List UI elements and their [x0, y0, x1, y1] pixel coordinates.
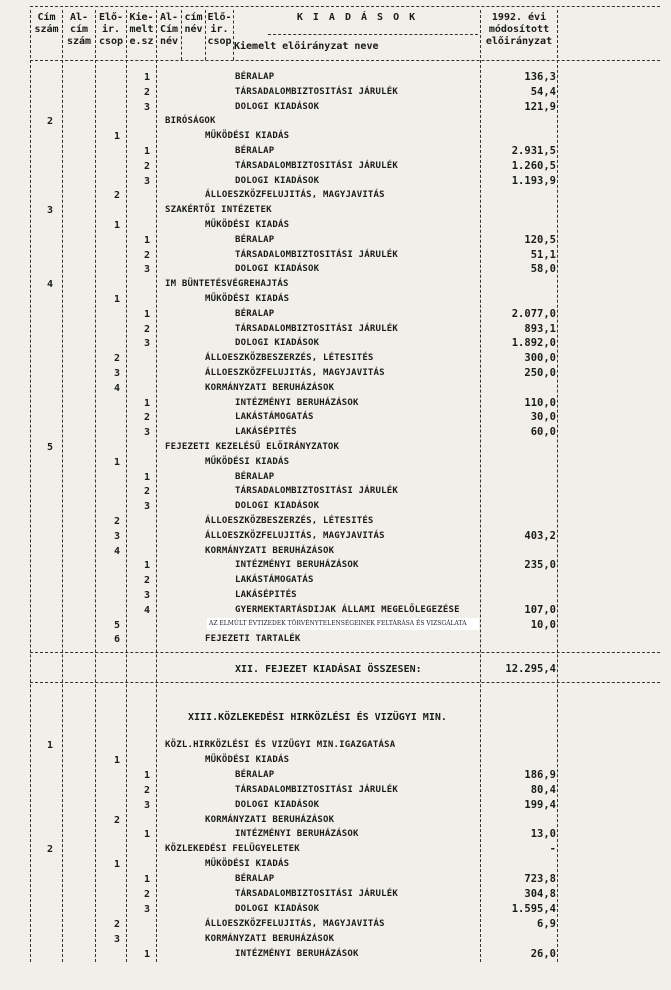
eloir-number: 4 [113, 382, 121, 394]
cim-number: 1 [46, 740, 54, 751]
kiemelt-number: 3 [143, 799, 151, 811]
kiemelt-number: 3 [143, 101, 151, 113]
table-row [0, 470, 671, 485]
table-row [0, 632, 671, 647]
eloir-number: 2 [113, 516, 121, 527]
table-row [0, 85, 671, 100]
table-row [0, 827, 671, 842]
item-name: BIRÓSÁGOK [165, 116, 216, 127]
item-name: ÁLLOESZKÖZBESZERZÉS, LÉTESITÉS [205, 516, 374, 526]
item-name: TÁRSADALOMBIZTOSITÁSI JÁRULÉK [235, 323, 398, 334]
item-value: 110,0 [524, 396, 556, 409]
item-name: LAKÁSÉPITÉS [235, 427, 297, 438]
table-row [0, 277, 671, 292]
item-name: TÁRSADALOMBIZTOSITÁSI JÁRULÉK [235, 486, 398, 497]
kiemelt-number: 3 [143, 590, 151, 601]
header-bottom-rule [30, 60, 660, 61]
item-name: MŰKÖDÉSI KIADÁS [205, 294, 290, 304]
item-name: DOLOGI KIADÁSOK [235, 264, 320, 275]
item-value: 893,1 [524, 322, 556, 335]
eloir-number: 3 [113, 368, 121, 379]
cim-number: 4 [46, 279, 54, 291]
table-row [0, 947, 671, 962]
item-name: DOLOGI KIADÁSOK [235, 501, 320, 512]
table-row [0, 144, 671, 159]
header-eloir2: Elő- ir. csop [207, 12, 232, 47]
kiemelt-number: 2 [143, 486, 151, 498]
item-name: TÁRSADALOMBIZTOSITÁSI JÁRULÉK [235, 784, 398, 795]
table-row [0, 292, 671, 307]
header-subtitle: Kiemelt előirányzat neve [234, 41, 379, 52]
item-name: KÖZL.HIRKÖZLÉSI ÉS VIZÜGYI MIN.IGAZGATÁSA [165, 740, 396, 750]
item-value: 10,0 [530, 618, 556, 631]
item-name: MŰKÖDÉSI KIADÁS [205, 131, 290, 142]
table-row [0, 174, 671, 189]
item-name: MŰKÖDÉSI KIADÁS [205, 754, 290, 765]
alcim-number: 1 [113, 131, 121, 143]
header-amount: 1992. évi módosított előirányzat [485, 12, 553, 47]
item-value: 107,0 [524, 603, 556, 616]
table-row [0, 857, 671, 872]
item-name: BÉRALAP [235, 308, 275, 319]
item-name: FEJEZETI KEZELÉSŰ ELŐIRÁNYZATOK [165, 442, 340, 452]
total-label: XII. FEJEZET KIADÁSAI ÖSSZESEN: [235, 664, 422, 675]
item-value: 6,9 [537, 917, 556, 930]
table-row [0, 872, 671, 887]
item-value: 60,0 [530, 426, 556, 439]
eloir-number: 4 [113, 545, 121, 557]
item-name: LAKÁSÉPITÉS [235, 590, 297, 600]
item-name: GYERMEKTARTÁSDIJAK ÁLLAMI MEGELŐLEGEZÉSE [235, 604, 460, 615]
item-name: ÁLLOESZKÖZFELUJITÁS, MAGYJAVITÁS [205, 190, 385, 201]
kiemelt-number: 1 [143, 769, 151, 781]
table-row [0, 203, 671, 218]
table-row [0, 440, 671, 455]
item-name: BÉRALAP [235, 874, 275, 885]
table-row [0, 573, 671, 588]
table-row [0, 455, 671, 470]
total-bottom-rule [30, 682, 660, 683]
item-value: 26,0 [530, 947, 556, 960]
table-row [0, 410, 671, 425]
table-row [0, 887, 671, 902]
table-row [0, 484, 671, 499]
kiemelt-number: 2 [143, 575, 151, 587]
item-value: 1.892,0 [511, 337, 556, 350]
item-value: 403,2 [524, 529, 556, 542]
item-value: 1.260,5 [511, 159, 556, 172]
kiemelt-number: 1 [143, 308, 151, 320]
item-value: 1.193,9 [511, 174, 556, 187]
table-row [0, 738, 671, 753]
kiemelt-number: 2 [143, 86, 151, 98]
total-value: 12.295,4 [505, 663, 556, 675]
cim-number: 2 [46, 844, 54, 856]
kiemelt-number: 3 [143, 338, 151, 350]
kiemelt-number: 2 [143, 323, 151, 335]
item-value: 235,0 [524, 559, 556, 572]
header-top-rule [30, 6, 660, 7]
kiemelt-number: 1 [143, 234, 151, 246]
section2-title: XIII.KÖZLEKEDÉSI HIRKÖZLÉSI ÉS VIZÜGYI MIN. [188, 712, 447, 723]
kiemelt-number: 3 [143, 501, 151, 513]
item-name: MŰKÖDÉSI KIADÁS [205, 859, 290, 870]
table-row [0, 396, 671, 411]
table-row [0, 425, 671, 440]
table-row [0, 902, 671, 917]
table-row [0, 366, 671, 381]
alcim-number: 1 [113, 859, 121, 871]
item-name: ÁLLOESZKÖZFELUJITÁS, MAGYJAVITÁS [205, 918, 385, 929]
eloir-number: 3 [113, 933, 121, 945]
table-row [0, 783, 671, 798]
alcim-number: 1 [113, 220, 121, 231]
table-row [0, 381, 671, 396]
item-name: ÁLLOESZKÖZFELUJITÁS, MAGYJAVITÁS [205, 530, 385, 541]
table-row [0, 114, 671, 129]
kiemelt-number: 1 [143, 829, 151, 841]
total-top-rule [30, 652, 660, 653]
item-name: TÁRSADALOMBIZTOSITÁSI JÁRULÉK [235, 249, 398, 260]
item-name: MŰKÖDÉSI KIADÁS [205, 220, 290, 230]
item-name: INTÉZMÉNYI BERUHÁZÁSOK [235, 948, 359, 959]
item-name: DOLOGI KIADÁSOK [235, 903, 320, 914]
header-alcimnev: Al- Cím név [159, 12, 179, 47]
table-row [0, 351, 671, 366]
item-value: 723,8 [524, 873, 556, 886]
alcim-number: 1 [113, 456, 121, 468]
table-row [0, 129, 671, 144]
cim-number: 5 [46, 442, 54, 453]
alcim-number: 2 [113, 190, 121, 202]
eloir-number: 6 [113, 634, 121, 646]
item-name: ÁLLOESZKÖZFELUJITÁS, MAGYJAVITÁS [205, 368, 385, 378]
kiemelt-number: 1 [143, 874, 151, 886]
item-name: KORMÁNYZATI BERUHÁZÁSOK [205, 382, 335, 393]
kiemelt-number: 4 [143, 604, 151, 616]
table-row [0, 336, 671, 351]
table-row [0, 188, 671, 203]
item-value: 30,0 [530, 411, 556, 424]
item-name: LAKÁSTÁMOGATÁS [235, 575, 314, 586]
total-row [0, 662, 671, 678]
item-value: 1.595,4 [511, 902, 556, 915]
kiemelt-number: 3 [143, 427, 151, 439]
table-row [0, 842, 671, 857]
item-name: ÁLLOESZKÖZBESZERZÉS, LÉTESITÉS [205, 353, 374, 364]
item-name: DOLOGI KIADÁSOK [235, 175, 320, 186]
table-row [0, 307, 671, 322]
item-name: KORMÁNYZATI BERUHÁZÁSOK [205, 814, 335, 825]
table-row [0, 322, 671, 337]
item-name: BÉRALAP [235, 146, 275, 156]
header-eloir: Elő- ir. csop [98, 12, 124, 47]
item-name: DOLOGI KIADÁSOK [235, 101, 320, 112]
table-row [0, 233, 671, 248]
item-value: 58,0 [530, 263, 556, 276]
kiemelt-number: 1 [143, 72, 151, 83]
table-row [0, 558, 671, 573]
table-row [0, 753, 671, 768]
alcim-number: 2 [113, 814, 121, 826]
kiemelt-number: 1 [143, 471, 151, 483]
item-name: FEJEZETI TARTALÉK [205, 634, 301, 645]
item-name: BÉRALAP [235, 769, 275, 780]
table-row [0, 768, 671, 783]
item-name: TÁRSADALOMBIZTOSITÁSI JÁRULÉK [235, 889, 398, 899]
kiemelt-number: 2 [143, 249, 151, 261]
kiemelt-number: 2 [143, 160, 151, 172]
item-name: TÁRSADALOMBIZTOSITÁSI JÁRULÉK [235, 86, 398, 97]
item-name: TÁRSADALOMBIZTOSITÁSI JÁRULÉK [235, 160, 398, 171]
kiemelt-number: 2 [143, 889, 151, 900]
item-name: KORMÁNYZATI BERUHÁZÁSOK [205, 933, 335, 944]
item-value: 80,4 [530, 783, 556, 796]
item-value: 250,0 [524, 367, 556, 379]
table-row [0, 529, 671, 544]
header-alcim2: cím név [184, 12, 203, 35]
item-name: BÉRALAP [235, 72, 275, 82]
item-name: BÉRALAP [235, 471, 275, 482]
table-row [0, 514, 671, 529]
kiemelt-number: 3 [143, 264, 151, 276]
table-row [0, 588, 671, 603]
kiemelt-number: 1 [143, 560, 151, 572]
item-value: 2.077,0 [511, 307, 556, 320]
item-name: LAKÁSTÁMOGATÁS [235, 412, 314, 423]
item-value: 304,8 [524, 888, 556, 900]
header-kiemelt: Kie- melt e.sz [129, 12, 154, 47]
item-name: BÉRALAP [235, 234, 275, 245]
overlay-caption: AZ ELMÚLT ÉVTIZEDEK TÖRVÉNYTELENSÉGEINEK FELTÁRÁSA ÉS VIZSGÁLATA [207, 618, 479, 630]
alcim-number: 1 [113, 294, 121, 305]
header-cim: Cím szám [34, 12, 59, 35]
item-value: 186,9 [524, 768, 556, 781]
item-name: INTÉZMÉNYI BERUHÁZÁSOK [235, 829, 359, 840]
item-value: 13,0 [530, 828, 556, 841]
eloir-number: 3 [113, 530, 121, 542]
table-row [0, 100, 671, 115]
item-name: MŰKÖDÉSI KIADÁS [205, 456, 290, 467]
table-row [0, 218, 671, 233]
item-value: 51,1 [530, 248, 556, 261]
table-row [0, 917, 671, 932]
item-name: DOLOGI KIADÁSOK [235, 338, 320, 349]
table-row [0, 932, 671, 947]
eloir-number: 2 [113, 353, 121, 365]
cim-number: 2 [46, 116, 54, 128]
item-value: 199,4 [524, 798, 556, 811]
table-row [0, 262, 671, 277]
table-row [0, 248, 671, 263]
item-value: 136,3 [524, 71, 556, 83]
item-value: 121,9 [524, 100, 556, 113]
kiemelt-number: 3 [143, 175, 151, 187]
alcim-number: 1 [113, 754, 121, 766]
kiemelt-number: 3 [143, 903, 151, 915]
kiemelt-number: 2 [143, 784, 151, 796]
item-value: - [549, 843, 556, 856]
kiemelt-number: 1 [143, 948, 151, 960]
item-name: KORMÁNYZATI BERUHÁZÁSOK [205, 545, 335, 556]
header-title: K I A D Á S O K [296, 12, 418, 23]
table-row [0, 544, 671, 559]
table-row [0, 798, 671, 813]
item-value: 54,4 [530, 85, 556, 98]
table-row [0, 159, 671, 174]
table-row [0, 499, 671, 514]
section-title-row [0, 710, 671, 725]
item-name: INTÉZMÉNYI BERUHÁZÁSOK [235, 560, 359, 571]
item-value: 2.931,5 [511, 145, 556, 157]
item-name: IM BÜNTETÉSVÉGREHAJTÁS [165, 279, 289, 290]
eloir-number: 5 [113, 619, 121, 631]
kiemelt-number: 1 [143, 397, 151, 409]
item-value: 300,0 [524, 352, 556, 365]
table-row [0, 70, 671, 85]
header-title-rule [268, 34, 478, 35]
kiemelt-number: 2 [143, 412, 151, 424]
table-row [0, 603, 671, 618]
kiemelt-number: 1 [143, 146, 151, 157]
item-name: SZAKÉRTŐI INTÉZETEK [165, 205, 272, 216]
eloir-number: 2 [113, 918, 121, 930]
table-row [0, 813, 671, 828]
item-name: DOLOGI KIADÁSOK [235, 799, 320, 810]
item-value: 120,5 [524, 233, 556, 246]
item-name: INTÉZMÉNYI BERUHÁZÁSOK [235, 397, 359, 408]
header-alcim: Al- cím szám [66, 12, 92, 47]
item-name: KÖZLEKEDÉSI FELÜGYELETEK [165, 844, 300, 855]
cim-number: 3 [46, 205, 54, 217]
